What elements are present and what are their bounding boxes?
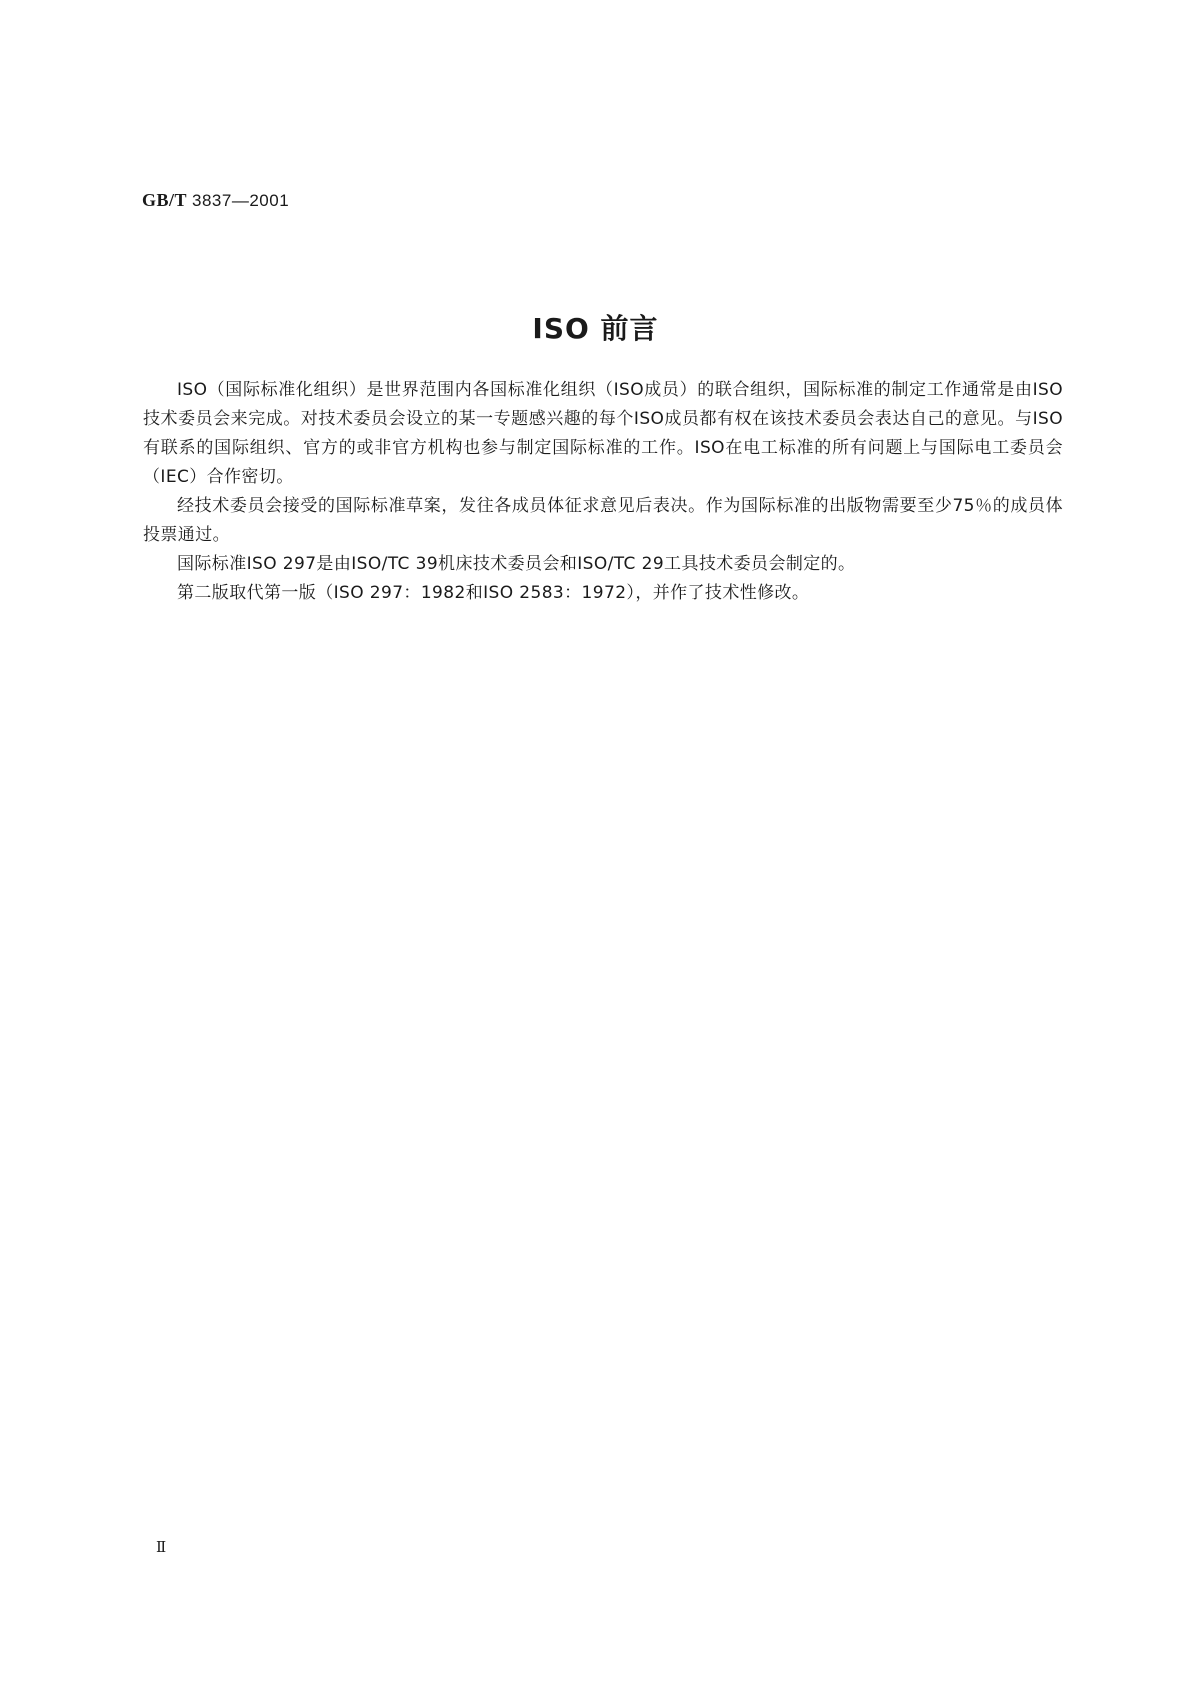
standard-code (142, 190, 289, 211)
page-number: Ⅱ (156, 1538, 167, 1556)
paragraph-voting: 经技术委员会接受的国际标准草案，发往各成员体征求意见后表决。作为国际标准的出版物需要至少75％的成员体投票通过。 (143, 496, 1063, 545)
paragraph-iso-overview: ISO（国际标准化组织）是世界范围内各国标准化组织（ISO成员）的联合组织，国际标准的制定工作通常是由ISO技术委员会来完成。对技术委员会设立的某一专题感兴趣的每个ISO成员都有权在该技术委员会表达自己的意见。与ISO有联系的国际组织、官方的或非官方机构也参与制定国际标准的工作。ISO在电工标准的所有问题上与国际电工委员会（IEC）合作密切。 (143, 380, 1063, 487)
paragraph-committee: 国际标准ISO 297是由ISO/TC 39机床技术委员会和ISO/TC 29工具技术委员会制定的。 (177, 554, 856, 574)
paragraph-edition: 第二版取代第一版（ISO 297：1982和ISO 2583：1972），并作了技术性修改。 (177, 583, 810, 603)
standard-number: 3837—2001 (192, 191, 290, 210)
standard-prefix: GB/T (142, 190, 188, 210)
foreword-body (143, 376, 1063, 608)
page-title: ISO 前言 (532, 312, 659, 345)
